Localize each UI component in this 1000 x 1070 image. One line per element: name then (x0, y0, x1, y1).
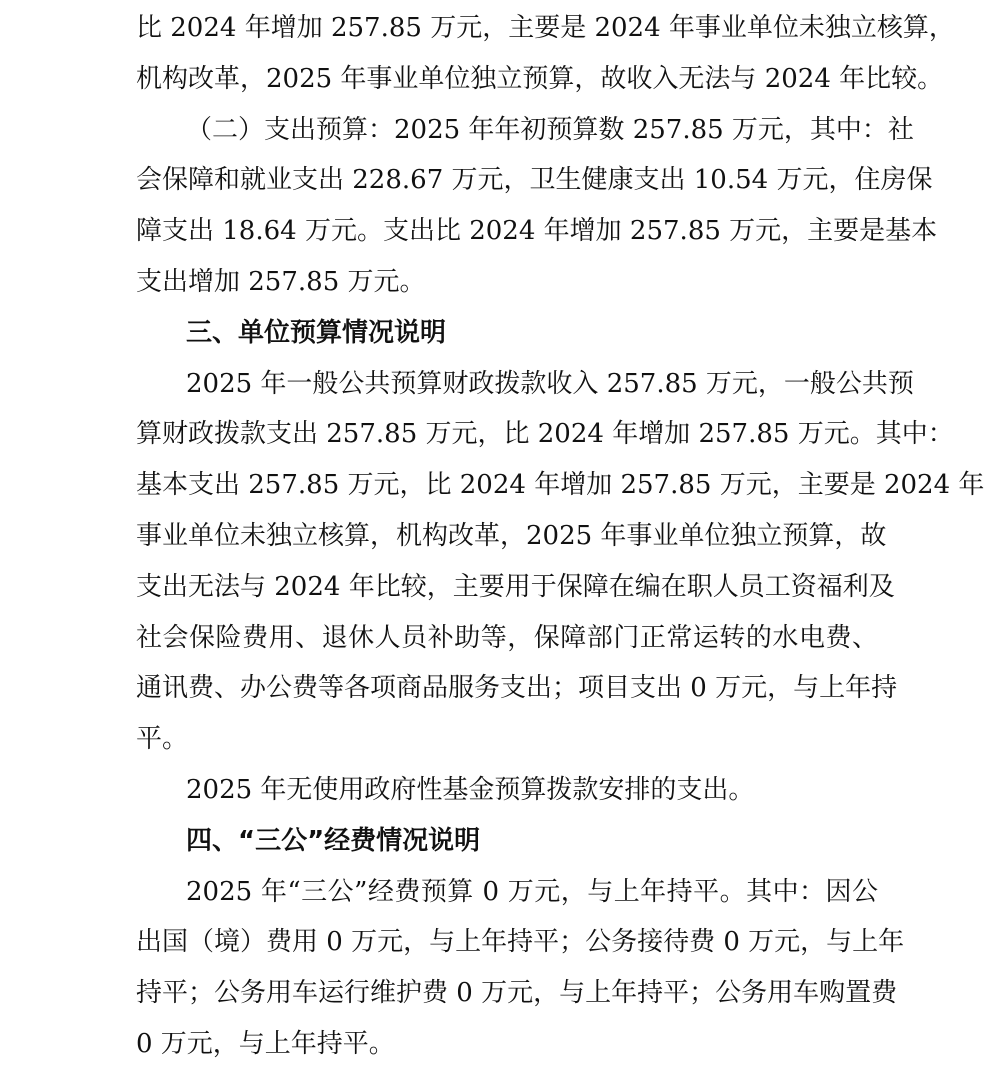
text-line: 0 万元，与上年持平。 (136, 1029, 395, 1059)
section-heading: 三、单位预算情况说明 (186, 317, 447, 348)
text-line: 障支出 18.64 万元。支出比 2024 年增加 257.85 万元，主要是基本 (136, 216, 938, 247)
text-line: 2025 年无使用政府性基金预算拨款安排的支出。 (186, 775, 755, 805)
text-line: 通讯费、办公费等各项商品服务支出；项目支出 0 万元，与上年持 (136, 673, 898, 704)
text-line: 比 2024 年增加 257.85 万元，主要是 2024 年事业单位未独立核算， (136, 13, 955, 43)
text-line: 会保障和就业支出 228.67 万元，卫生健康支出 10.54 万元，住房保 (136, 165, 933, 196)
text-line: 支出增加 257.85 万元。 (136, 267, 426, 297)
text-line: （二）支出预算：2025 年年初预算数 257.85 万元，其中：社 (186, 114, 914, 145)
section-heading: 四、“三公”经费情况说明 (186, 825, 481, 856)
text-line: 平。 (136, 724, 189, 755)
text-line: 2025 年一般公共预算财政拨款收入 257.85 万元，一般公共预 (186, 368, 914, 399)
text-line: 持平；公务用车运行维护费 0 万元，与上年持平；公务用车购置费 (136, 978, 898, 1009)
text-line: 机构改革，2025 年事业单位独立预算，故收入无法与 2024 年比较。 (136, 63, 944, 94)
text-line: 算财政拨款支出 257.85 万元，比 2024 年增加 257.85 万元。其中： (136, 419, 954, 450)
text-line: 事业单位未独立核算，机构改革，2025 年事业单位独立预算，故 (136, 521, 887, 551)
text-line: 基本支出 257.85 万元，比 2024 年增加 257.85 万元，主要是 2024 年 (136, 470, 985, 501)
text-line: 出国（境）费用 0 万元，与上年持平；公务接待费 0 万元，与上年 (136, 927, 905, 958)
text-line: 支出无法与 2024 年比较，主要用于保障在编在职人员工资福利及 (136, 571, 895, 602)
text-line: 社会保险费用、退休人员补助等，保障部门正常运转的水电费、 (136, 622, 878, 653)
text-line: 2025 年“三公”经费预算 0 万元，与上年持平。其中：因公 (186, 876, 878, 907)
